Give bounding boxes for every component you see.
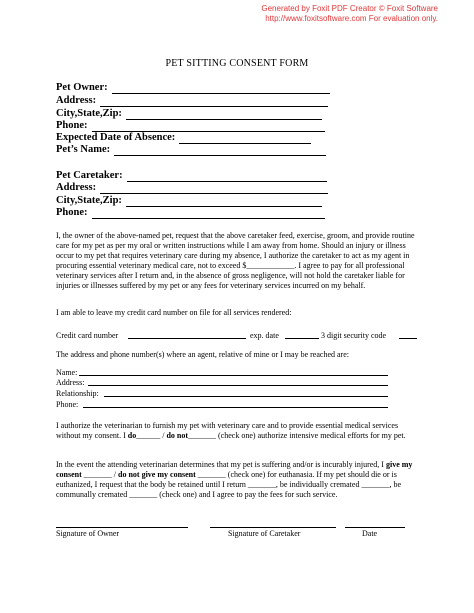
credit-card-intro: I am able to leave my credit card number on file for all services rendered: bbox=[56, 308, 292, 317]
consent-paragraph: I, the owner of the above-named pet, request that the above caretaker feed, exercise, groom, and provide routine care for my pet as per my oral or written instructions while I am away from home. Should an injury or illness occur to my pet that requires veterinary care during my absence, I authorize the caretaker to act as my agent in procuring essential veterinary medical care, not to exceed $____________. I agree to pay for all professional veterinary services after I return and, in the absence of gross negligence, will not hold the caretaker liable for injuries or illnesses suffered by my pet or any fees for veterinary services incurred on my behalf. bbox=[56, 231, 415, 290]
credit-card-number-label: Credit card number bbox=[56, 331, 119, 340]
field-label: Pet’s Name: bbox=[56, 144, 111, 155]
field-caretaker-address[interactable] bbox=[56, 182, 328, 194]
euthanasia-do-not-give-option: do not give my consent bbox=[118, 470, 196, 479]
field-label: Pet Owner: bbox=[56, 82, 108, 93]
field-line[interactable] bbox=[126, 197, 322, 207]
field-pet-caretaker[interactable] bbox=[56, 170, 327, 182]
agent-address-line[interactable] bbox=[88, 385, 388, 386]
authorize-text-1: I authorize the veterinarian to furnish my pet with veterinary care and to provide essential medical services without my consent. I bbox=[56, 421, 399, 440]
field-pet-owner[interactable] bbox=[56, 82, 330, 94]
field-expected-date-of-absence[interactable] bbox=[56, 132, 311, 144]
field-owner-address[interactable] bbox=[56, 95, 328, 107]
field-owner-phone[interactable] bbox=[56, 120, 325, 132]
field-line[interactable] bbox=[179, 134, 311, 144]
agent-relationship-label: Relationship: bbox=[56, 389, 99, 398]
field-line[interactable] bbox=[126, 110, 322, 120]
agent-phone-label: Phone: bbox=[56, 400, 79, 409]
euthanasia-text-1: In the event the attending veterinarian determines that my pet is suffering and/or is incurably injured, I bbox=[56, 460, 386, 469]
caretaker-signature-line[interactable] bbox=[210, 527, 336, 528]
field-label: Phone: bbox=[56, 120, 88, 131]
field-label: City,State,Zip: bbox=[56, 108, 122, 119]
agent-relationship-line[interactable] bbox=[104, 396, 388, 397]
field-line[interactable] bbox=[92, 209, 325, 219]
field-label: Address: bbox=[56, 95, 97, 106]
owner-signature-line[interactable] bbox=[56, 527, 188, 528]
authorize-text-2: (check one) authorize intensive medical efforts for my pet. bbox=[216, 431, 406, 440]
authorize-paragraph: I authorize the veterinarian to furnish my pet with veterinary care and to provide essential medical services without my consent. I do______ / do not_______ (check one) authorize intensive medical efforts for my pet. bbox=[56, 421, 406, 440]
agent-name-line[interactable] bbox=[79, 375, 388, 376]
date-line[interactable] bbox=[345, 527, 405, 528]
field-line[interactable] bbox=[92, 122, 325, 132]
exp-date-label: exp. date bbox=[250, 331, 279, 340]
exp-date-line[interactable] bbox=[285, 338, 319, 339]
euthanasia-separator: / bbox=[111, 470, 119, 479]
field-caretaker-city-state-zip[interactable] bbox=[56, 195, 322, 207]
field-label: City,State,Zip: bbox=[56, 195, 122, 206]
security-code-line[interactable] bbox=[399, 338, 417, 339]
form-title: PET SITTING CONSENT FORM bbox=[165, 58, 309, 69]
field-line[interactable] bbox=[100, 184, 328, 194]
field-pets-name[interactable] bbox=[56, 144, 326, 156]
credit-card-number-line[interactable] bbox=[128, 338, 246, 339]
field-owner-city-state-zip[interactable] bbox=[56, 108, 322, 120]
field-line[interactable] bbox=[127, 172, 327, 182]
authorize-do-option: do bbox=[127, 431, 137, 440]
field-label: Pet Caretaker: bbox=[56, 170, 123, 181]
agent-address-label: Address: bbox=[56, 378, 85, 387]
watermark-line-2: http://www.foxitsoftware.com For evaluation only. bbox=[265, 14, 438, 23]
field-caretaker-phone[interactable] bbox=[56, 207, 325, 219]
agent-intro: The address and phone number(s) where an agent, relative of mine or I may be reached are: bbox=[56, 350, 349, 359]
field-line[interactable] bbox=[100, 97, 328, 107]
agent-name-label: Name: bbox=[56, 368, 78, 377]
field-label: Phone: bbox=[56, 207, 88, 218]
euthanasia-text-2: (check one) for euthanasia. If my pet should die or is euthanized, I request that the body be retained until I return _______, be individually cremated _______, be communally cremated _______ (check one) and I agree to pay the fees for such service. bbox=[56, 470, 402, 499]
authorize-do-not-option: do not bbox=[166, 431, 189, 440]
euthanasia-paragraph: In the event the attending veterinarian determines that my pet is suffering and/or is incurably injured, I give my consent _______ / do not give my consent _______ (check one) for euthanasia. If my pet should die or is euthanized, I request that the body be retained until I return _______, be individually cremated _______, be communally cremated _______ (check one) and I agree to pay the fees for such service. bbox=[56, 460, 413, 499]
field-label: Address: bbox=[56, 182, 97, 193]
watermark bbox=[261, 4, 438, 24]
owner-signature-label: Signature of Owner bbox=[56, 529, 120, 538]
field-line[interactable] bbox=[114, 146, 326, 156]
caretaker-signature-label: Signature of Caretaker bbox=[228, 529, 301, 538]
field-label: Expected Date of Absence: bbox=[56, 132, 176, 143]
date-label: Date bbox=[362, 529, 378, 538]
security-code-label: 3 digit security code bbox=[321, 331, 387, 340]
watermark-line-1: Generated by Foxit PDF Creator © Foxit Software bbox=[261, 4, 438, 13]
authorize-separator: / bbox=[160, 431, 167, 440]
agent-phone-line[interactable] bbox=[83, 407, 388, 408]
euthanasia-give-consent-option: give my consent bbox=[56, 460, 413, 479]
field-line[interactable] bbox=[112, 84, 330, 94]
